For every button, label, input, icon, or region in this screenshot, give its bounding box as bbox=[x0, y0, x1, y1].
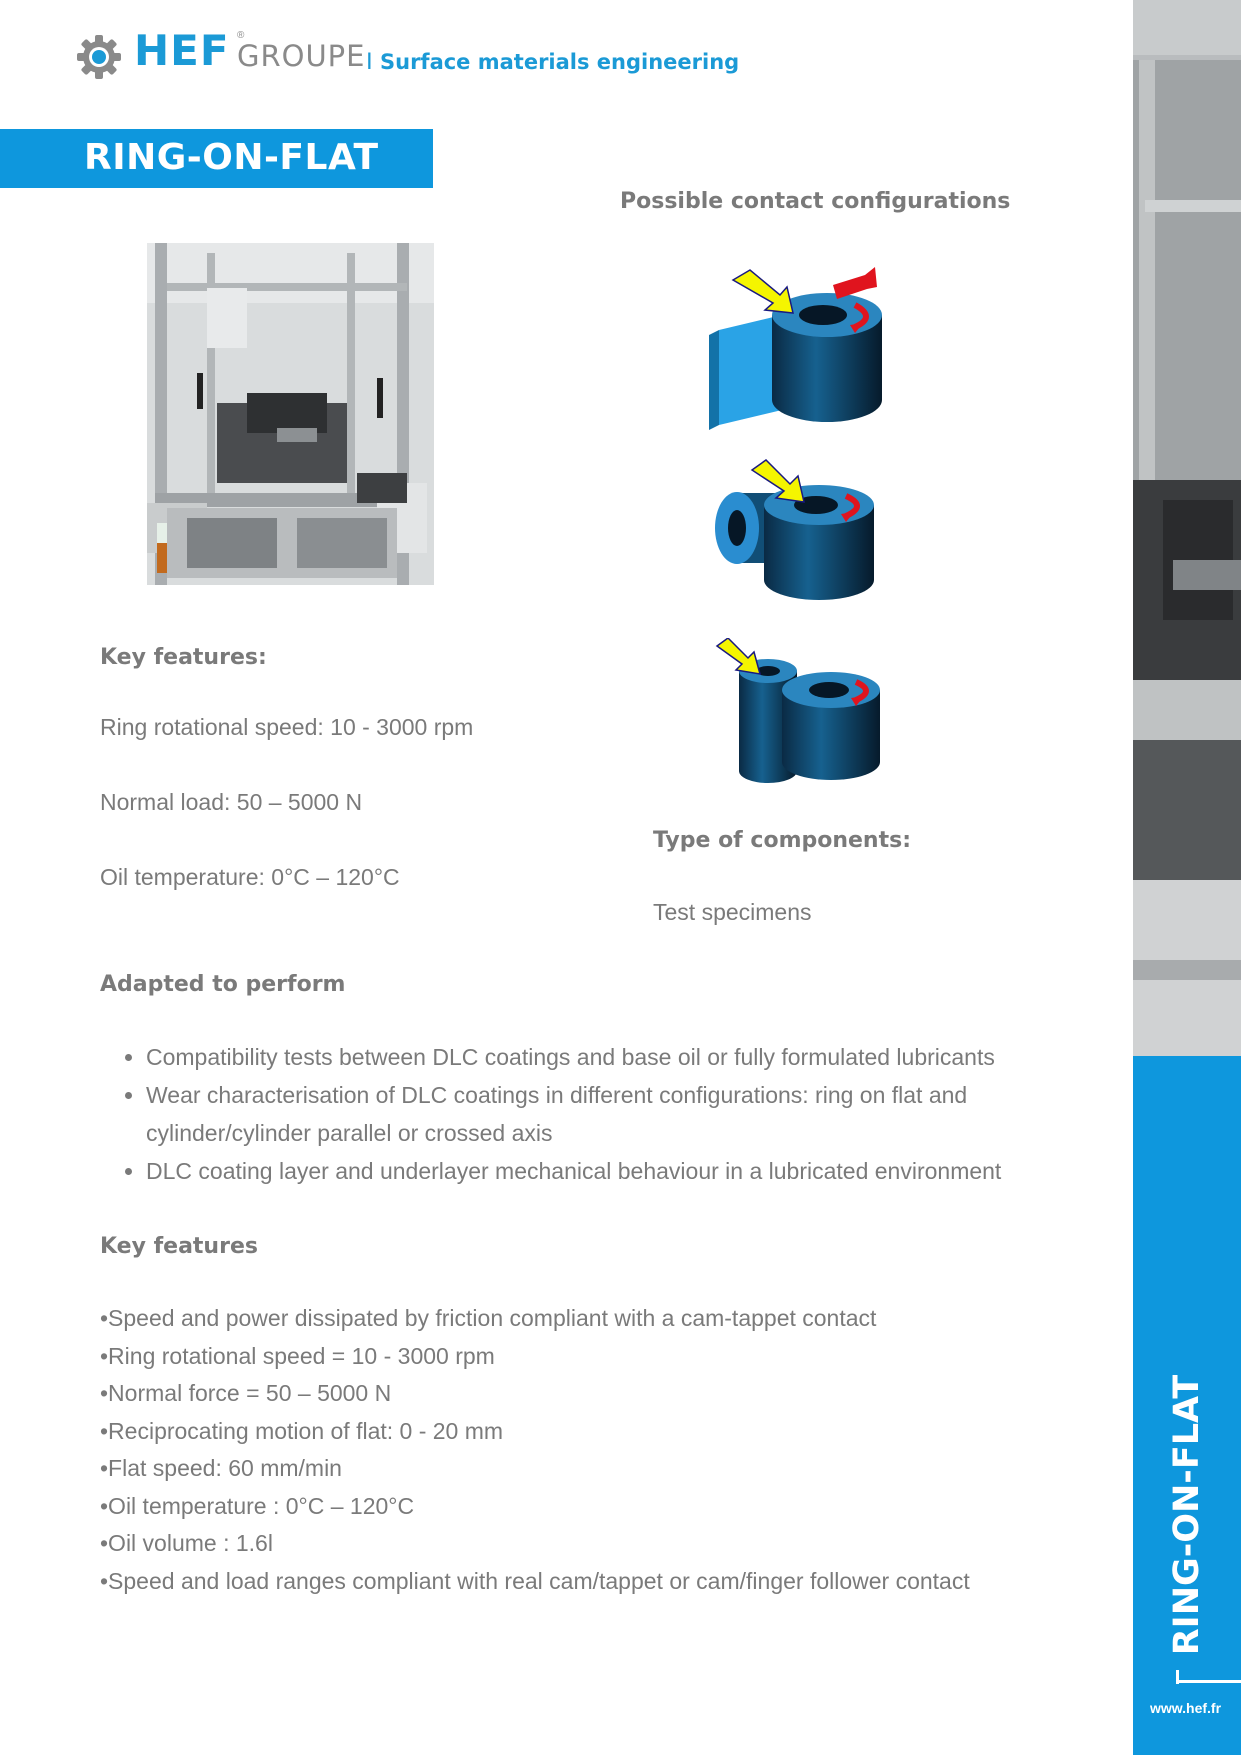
registered-mark: ® bbox=[237, 30, 245, 41]
list-item: • Wear characterisation of DLC coatings in different configurations: ring on flat and cylinder/cylinder parallel or crossed axis bbox=[146, 1076, 1100, 1152]
gear-logo-icon bbox=[74, 32, 124, 82]
list-item: •Oil temperature : 0°C – 120°C bbox=[100, 1492, 415, 1519]
config-ring-on-flat-diagram bbox=[705, 265, 905, 435]
logo-hef-text: HEF bbox=[134, 26, 230, 75]
key-features-2-heading: Key features bbox=[100, 1234, 258, 1259]
list-item: •Reciprocating motion of flat: 0 - 20 mm bbox=[100, 1417, 504, 1444]
list-item: •Normal force = 50 – 5000 N bbox=[100, 1380, 392, 1406]
side-title-text: RING-ON-FLAT bbox=[1167, 1374, 1207, 1656]
side-divider bbox=[1176, 1680, 1241, 1683]
list-item: •Oil volume : 1.6l bbox=[100, 1530, 273, 1556]
list-item: •Flat speed: 60 mm/min bbox=[100, 1455, 342, 1481]
configurations-heading: Possible contact configurations bbox=[620, 189, 1011, 214]
website-link[interactable]: www.hef.fr bbox=[1150, 1700, 1222, 1716]
logo-separator: I bbox=[366, 48, 373, 75]
key-features-heading: Key features: bbox=[100, 645, 267, 670]
key-features-2-list bbox=[100, 1300, 970, 1600]
adapted-list bbox=[100, 1038, 1100, 1190]
list-item: • DLC coating layer and underlayer mechanical behaviour in a lubricated environment bbox=[146, 1152, 1100, 1190]
feature-rotational-speed: Ring rotational speed: 10 - 3000 rpm bbox=[100, 714, 474, 740]
tagline: Surface materials engineering bbox=[380, 50, 740, 74]
side-photo bbox=[1133, 0, 1241, 1056]
title-banner bbox=[0, 129, 433, 188]
components-heading: Type of components: bbox=[653, 828, 912, 853]
machine-photo bbox=[147, 243, 434, 585]
config-cylinder-parallel-diagram bbox=[712, 638, 892, 788]
list-item: •Speed and power dissipated by friction compliant with a cam-tappet contact bbox=[100, 1305, 877, 1331]
side-title bbox=[1133, 1370, 1241, 1660]
list-item: • Compatibility tests between DLC coatings and base oil or fully formulated lubricants bbox=[146, 1038, 1100, 1076]
logo-groupe-text: GROUPE bbox=[237, 39, 366, 73]
page-title: RING-ON-FLAT bbox=[84, 137, 379, 178]
feature-normal-load: Normal load: 50 – 5000 N bbox=[100, 789, 363, 815]
components-value: Test specimens bbox=[653, 899, 812, 925]
config-cylinder-crossed-diagram bbox=[712, 458, 902, 603]
feature-oil-temperature: Oil temperature: 0°C – 120°C bbox=[100, 864, 400, 890]
list-item: •Speed and load ranges compliant with real cam/tappet or cam/finger follower contact bbox=[100, 1567, 970, 1594]
list-item: •Ring rotational speed = 10 - 3000 rpm bbox=[100, 1342, 495, 1369]
adapted-heading: Adapted to perform bbox=[100, 972, 346, 997]
